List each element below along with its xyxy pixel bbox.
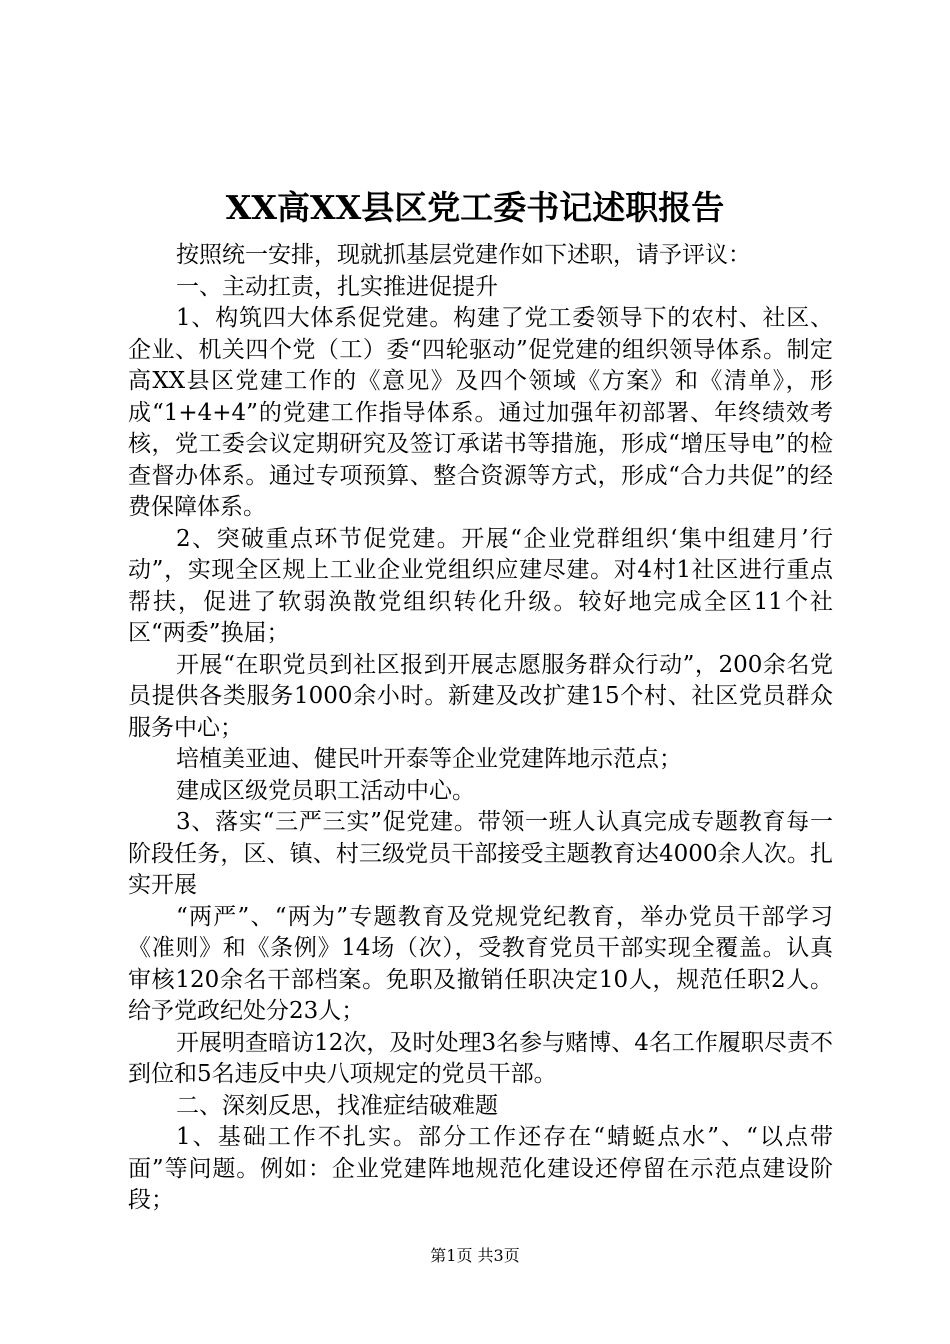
- paragraph: 1、基础工作不扎实。部分工作还存在“蜻蜓点水”、“以点带面”等问题。例如：企业党建阵地规范化建设还停留在示范点建设阶段；: [128, 1124, 833, 1213]
- paragraph: 开展“在职党员到社区报到开展志愿服务群众行动”，200余名党员提供各类服务1000余小时。新建及改扩建15个村、社区党员群众服务中心；: [128, 651, 833, 741]
- document-title: XX高XX县区党工委书记述职报告: [225, 188, 725, 227]
- document-body: [128, 240, 833, 1217]
- section-heading: 二、深刻反思，找准症结破难题: [176, 1092, 498, 1119]
- paragraph: 开展明查暗访12次，及时处理3名参与赌博、4名工作履职尽责不到位和5名违反中央八项规定的党员干部。: [128, 1029, 833, 1087]
- paragraph: 3、落实“三严三实”促党建。带领一班人认真完成专题教育每一阶段任务，区、镇、村三级党员干部接受主题教育达4000余人次。扎实开展: [128, 809, 833, 898]
- paragraph: 建成区级党员职工活动中心。: [176, 777, 475, 804]
- page-number: 第1页 共3页: [430, 1246, 520, 1265]
- paragraph: 培植美亚迪、健民叶开泰等企业党建阵地示范点；: [176, 746, 682, 772]
- paragraph: “两严”、“两为”专题教育及党规党纪教育，举办党员干部学习《准则》和《条例》14场（次），受教育党员干部实现全覆盖。认真审核120余名干部档案。免职及撤销任职决定10人，规范任职2人。给予党政纪处分23人；: [128, 903, 833, 1024]
- paragraph: 按照统一安排，现就抓基层党建作如下述职，请予评议：: [176, 242, 751, 268]
- section-heading: 一、主动扛责，扎实推进促提升: [176, 273, 498, 300]
- paragraph: 2、突破重点环节促党建。开展“企业党群组织‘集中组建月’行动”，实现全区规上工业企业党组织应建尽建。对4村1社区进行重点帮扶，促进了软弱涣散党组织转化升级。较好地完成全区11个社区“两委”换届；: [128, 525, 833, 646]
- paragraph: 1、构筑四大体系促党建。构建了党工委领导下的农村、社区、企业、机关四个党（工）委“四轮驱动”促党建的组织领导体系。制定高XX县区党建工作的《意见》及四个领域《方案》和《清单》，形成“1+4+4”的党建工作指导体系。通过加强年初部署、年终绩效考核，党工委会议定期研究及签订承诺书等措施，形成“增压导电”的检查督办体系。通过专项预算、整合资源等方式，形成“合力共促”的经费保障体系。: [128, 305, 833, 520]
